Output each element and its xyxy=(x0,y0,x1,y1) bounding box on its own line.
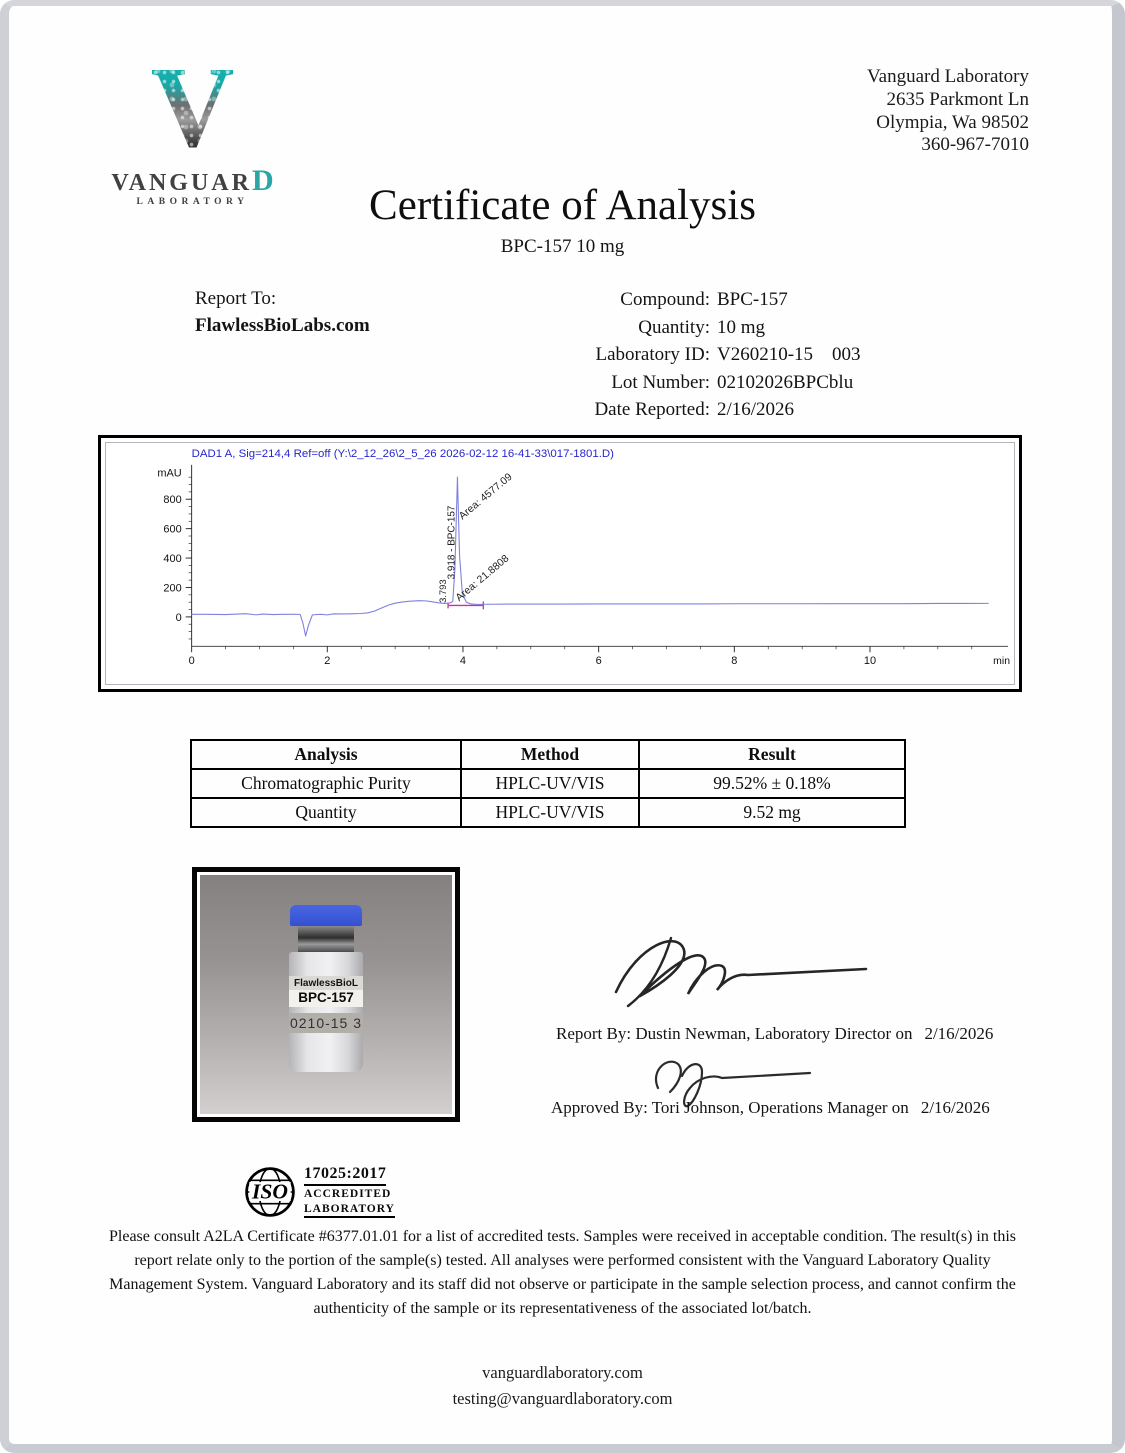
table-cell: Chromatographic Purity xyxy=(191,769,461,798)
iso-globe-icon xyxy=(243,1165,297,1219)
vial-body xyxy=(289,952,363,1072)
approved-by-line xyxy=(551,1098,990,1118)
report-by-date: 2/16/2026 xyxy=(924,1024,994,1043)
info-value: 10 mg xyxy=(717,316,766,338)
iso-laboratory-label: LABORATORY xyxy=(304,1203,395,1218)
report-to-block xyxy=(195,286,370,339)
info-label: Date Reported: xyxy=(594,399,710,421)
svg-text:3.918 - BPC-157: 3.918 - BPC-157 xyxy=(446,505,458,580)
report-to-value: FlawlessBioLabs.com xyxy=(195,314,370,336)
info-value: 02102026BPCblu xyxy=(717,371,854,393)
svg-text:min: min xyxy=(993,656,1011,668)
sample-info xyxy=(558,286,861,424)
results-table xyxy=(190,739,906,828)
address-line: 360-967-7010 xyxy=(921,134,1029,156)
vial-label-lot: 0210-15 3 xyxy=(289,1015,363,1031)
svg-text:3.793: 3.793 xyxy=(437,579,449,603)
logo-word-main: VANGUAR xyxy=(111,170,252,196)
svg-text:2: 2 xyxy=(324,655,331,668)
product-subtitle: BPC-157 10 mg xyxy=(500,236,625,257)
column-header-analysis: Analysis xyxy=(191,740,461,769)
info-label: Lot Number: xyxy=(611,371,710,393)
info-label: Quantity: xyxy=(638,316,710,338)
info-row xyxy=(558,396,861,424)
report-by-line xyxy=(556,1024,993,1044)
iso-accreditation-badge xyxy=(243,1165,395,1219)
table-cell: 99.52% ± 0.18% xyxy=(639,769,905,798)
info-row xyxy=(558,314,861,342)
svg-text:10: 10 xyxy=(863,655,877,668)
footer-email: testing@vanguardlaboratory.com xyxy=(452,1388,673,1408)
iso-accredited-label: ACCREDITED xyxy=(304,1187,392,1200)
approved-by-text: Approved By: Tori Johnson, Operations Manager on xyxy=(551,1098,909,1117)
table-row xyxy=(191,798,905,827)
iso-text-block xyxy=(304,1166,395,1218)
info-value: V260210-15 003 xyxy=(717,344,861,366)
info-row xyxy=(558,341,861,369)
approved-by-date: 2/16/2026 xyxy=(920,1098,990,1117)
svg-text:Area: 21.8808: Area: 21.8808 xyxy=(454,553,512,604)
address-line: Olympia, Wa 98502 xyxy=(876,111,1029,133)
svg-text:6: 6 xyxy=(595,655,602,668)
svg-text:0: 0 xyxy=(188,655,195,668)
chromatogram-plot-area xyxy=(105,442,1015,685)
table-cell: HPLC-UV/VIS xyxy=(461,769,639,798)
chromatogram-svg xyxy=(106,443,1014,684)
svg-text:DAD1 A, Sig=214,4 Ref=off (Y:\: DAD1 A, Sig=214,4 Ref=off (Y:\2_12_26\2_5_26 2026-02-12 16-41-33\017-1801.D) xyxy=(191,447,614,460)
vial xyxy=(286,905,366,1072)
address-line: Vanguard Laboratory xyxy=(867,66,1029,87)
svg-text:4: 4 xyxy=(459,655,467,668)
iso-standard: 17025:2017 xyxy=(304,1166,386,1186)
chromatogram-panel xyxy=(98,435,1022,692)
vial-cap xyxy=(290,905,362,926)
table-row xyxy=(191,769,905,798)
svg-text:600: 600 xyxy=(163,523,182,536)
vial-photo-frame xyxy=(192,867,460,1122)
svg-text:mAU: mAU xyxy=(157,467,182,480)
logo-v-icon: V xyxy=(150,44,235,172)
svg-text:200: 200 xyxy=(163,582,182,595)
column-header-result: Result xyxy=(639,740,905,769)
logo-subword: LABORATORY xyxy=(136,197,249,207)
disclaimer-text: Please consult A2LA Certificate #6377.01.01 for a list of accredited tests. Samples were received in acceptable condition. The result(s) in this report relate only to the portion of the sample(s) tested. All analyses were performed consistent with the Vanguard Laboratory Quality Management System. Vanguard Laboratory and its staff did not observe or participate in the sample selection process, and cannot confirm the authenticity of the sample or its representativeness of the associated lot/batch. xyxy=(109,1228,1016,1317)
lab-address xyxy=(867,66,1029,157)
table-cell: Quantity xyxy=(191,798,461,827)
vial-label-brand: FlawlessBioL xyxy=(289,976,363,990)
footer-website: vanguardlaboratory.com xyxy=(482,1363,643,1382)
svg-text:Area: 4577.09: Area: 4577.09 xyxy=(457,471,515,523)
table-header-row xyxy=(191,740,905,769)
svg-text:ISO: ISO xyxy=(252,1179,288,1204)
vial-photo xyxy=(200,875,452,1114)
column-header-method: Method xyxy=(461,740,639,769)
info-value: BPC-157 xyxy=(717,289,788,310)
svg-text:0: 0 xyxy=(175,611,182,624)
table-cell: HPLC-UV/VIS xyxy=(461,798,639,827)
table-cell: 9.52 mg xyxy=(639,798,905,827)
svg-text:400: 400 xyxy=(163,553,182,566)
logo-word-d: D xyxy=(251,164,274,197)
report-signature-image xyxy=(598,928,898,1023)
footer xyxy=(0,1360,1125,1411)
vial-photo-matte xyxy=(197,872,455,1117)
address-line: 2635 Parkmont Ln xyxy=(886,88,1029,110)
info-label: Laboratory ID: xyxy=(595,344,710,366)
vial-label-compound: BPC-157 xyxy=(289,990,363,1007)
page-title: Certificate of Analysis xyxy=(369,182,756,229)
info-value: 2/16/2026 xyxy=(717,399,795,421)
info-row xyxy=(558,286,861,314)
report-by-text: Report By: Dustin Newman, Laboratory Director on xyxy=(556,1024,913,1043)
report-to-label: Report To: xyxy=(195,288,277,309)
vial-crimp-band xyxy=(298,926,354,952)
info-label: Compound: xyxy=(620,289,710,310)
svg-text:800: 800 xyxy=(163,494,182,507)
info-row xyxy=(558,369,861,397)
svg-text:8: 8 xyxy=(731,655,738,668)
